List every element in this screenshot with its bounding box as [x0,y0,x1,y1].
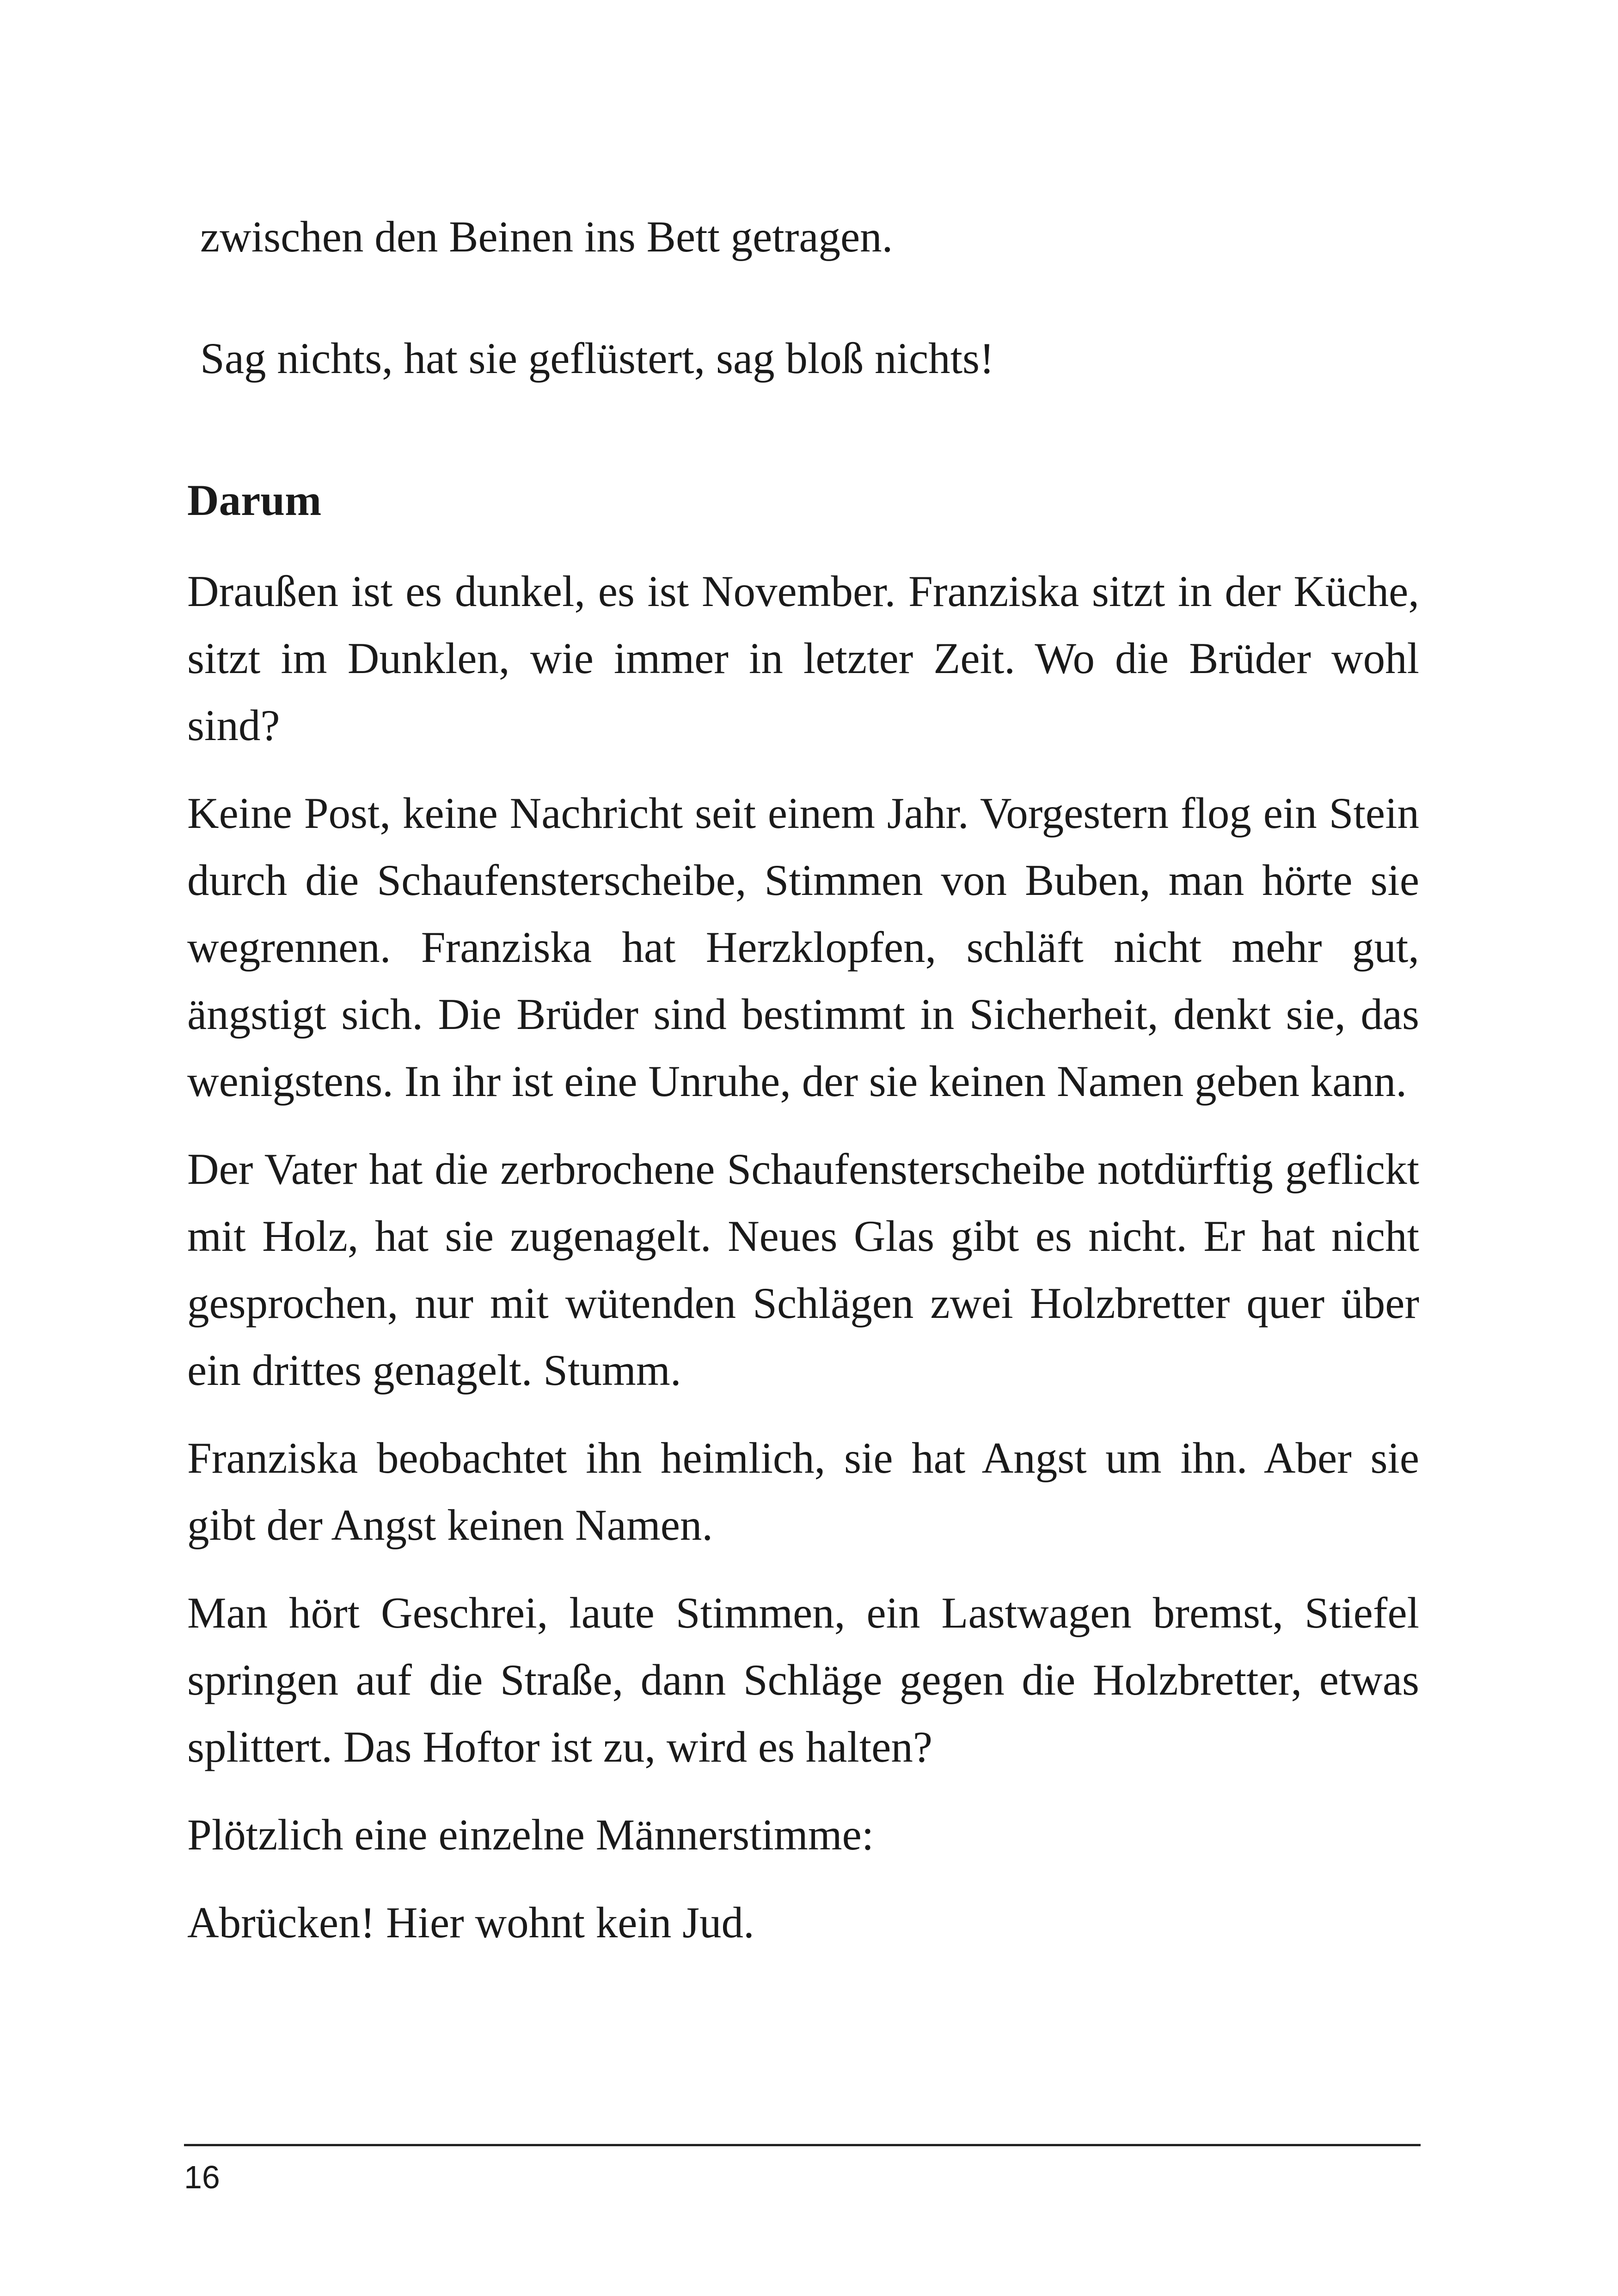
paragraph: Man hört Geschrei, laute Stimmen, ein Lastwagen bremst, Stiefel springen auf die Straße, dann Schläge gegen die Holzbretter, etwas splittert. Das Hoftor ist zu, wird es halten? [187,1588,1419,1771]
footer-rule [184,2144,1421,2146]
paragraph: Der Vater hat die zerbrochene Schaufensterscheibe notdürftig geflickt mit Holz, hat sie zugenagelt. Neues Glas gibt es nicht. Er hat nicht gesprochen, nur mit wütenden Schlägen zwei Holzbretter quer über ein drittes genagelt. Stumm. [187,1145,1419,1395]
paragraph: Plötzlich eine einzelne Männerstimme: [187,1810,874,1859]
paragraph: Abrücken! Hier wohnt kein Jud. [187,1898,754,1947]
text-block [187,203,1419,1956]
page-number: 16 [184,2159,220,2195]
paragraph: Draußen ist es dunkel, es ist November. Franziska sitzt in der Küche, sitzt im Dunklen, wie immer in letzter Zeit. Wo die Brüder wohl sind? [187,567,1419,750]
continued-line: zwischen den Beinen ins Bett getragen. [200,212,893,261]
paragraph: Franziska beobachtet ihn heimlich, sie hat Angst um ihn. Aber sie gibt der Angst keinen Namen. [187,1433,1419,1549]
paragraph: Keine Post, keine Nachricht seit einem Jahr. Vorgestern flog ein Stein durch die Schaufensterscheibe, Stimmen von Buben, man hörte sie wegrennen. Franziska hat Herzklopfen, schläft nicht mehr gut, ängstigt sich. Die Brüder sind bestimmt in Sicherheit, denkt sie, das wenigstens. In ihr ist eine Unruhe, der sie keinen Namen geben kann. [187,789,1419,1106]
whispered-line: Sag nichts, hat sie geflüstert, sag bloß nichts! [200,334,994,383]
section-heading: Darum [187,476,322,525]
